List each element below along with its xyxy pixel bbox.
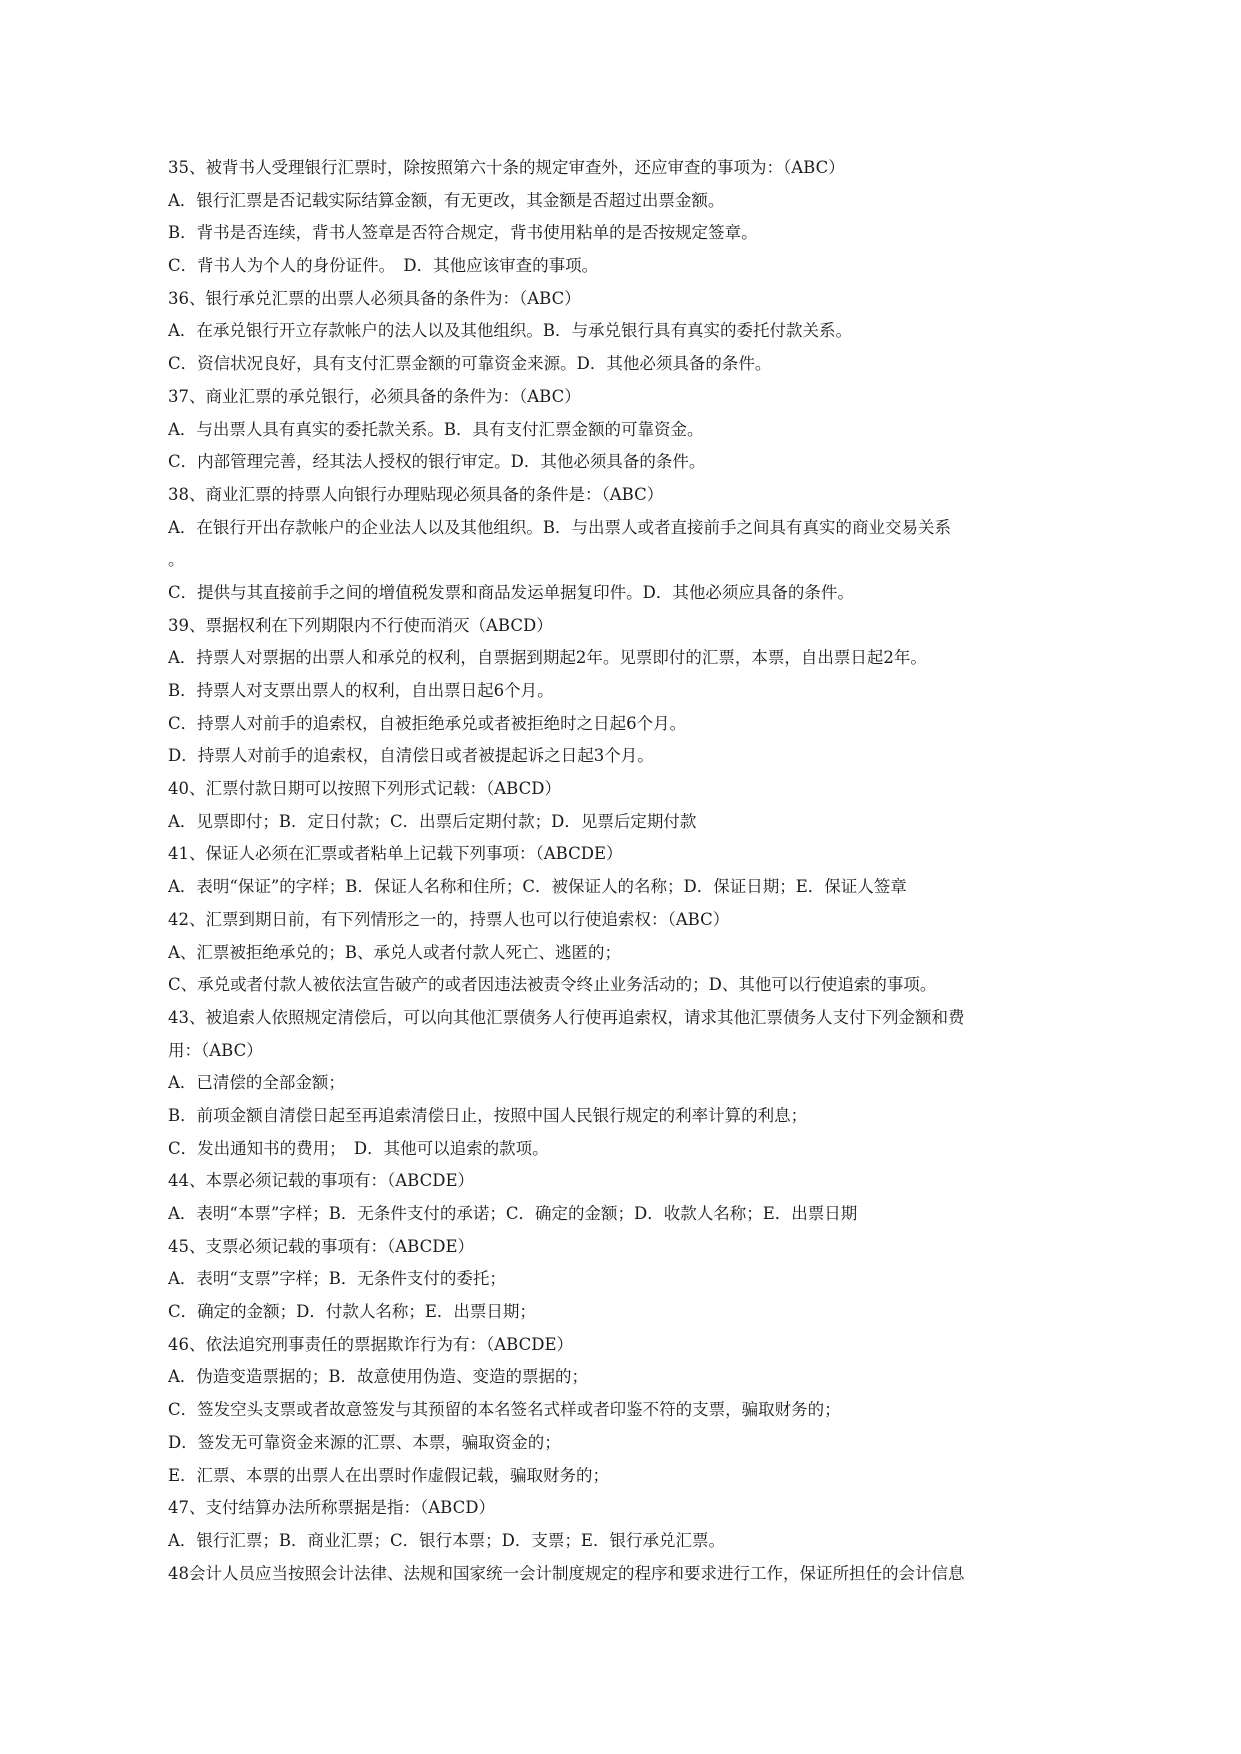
text-line: C．提供与其直接前手之间的增值税发票和商品发运单据复印件。D．其他必须应具备的条件。 (168, 582, 854, 602)
text-line: C．资信状况良好，具有支付汇票金额的可靠资金来源。D．其他必须具备的条件。 (168, 354, 772, 374)
text-line: B．前项金额自清偿日起至再追索清偿日止，按照中国人民银行规定的利率计算的利息； (168, 1105, 808, 1125)
text-line: 37、商业汇票的承兑银行，必须具备的条件为：（ABC） (168, 386, 581, 406)
text-line: C．确定的金额；D．付款人名称；E．出票日期； (168, 1302, 536, 1322)
text-line: C．持票人对前手的追索权，自被拒绝承兑或者被拒绝时之日起6个月。 (168, 713, 687, 733)
text-line: A．银行汇票；B．商业汇票；C．银行本票；D．支票；E．银行承兑汇票。 (168, 1530, 725, 1550)
text-line: D．持票人对前手的追索权，自清偿日或者被提起诉之日起3个月。 (168, 746, 654, 766)
text-line: A．见票即付；B．定日付款；C．出票后定期付款；D．见票后定期付款 (168, 811, 697, 831)
text-line: E．汇票、本票的出票人在出票时作虚假记载，骗取财务的； (168, 1465, 610, 1485)
text-line: 。 (168, 550, 185, 570)
text-line: C、承兑或者付款人被依法宣告破产的或者因违法被责令终止业务活动的；D、其他可以行使追索的事项。 (168, 975, 937, 995)
text-line: 44、本票必须记载的事项有：（ABCDE） (168, 1171, 474, 1191)
text-line: A．银行汇票是否记载实际结算金额，有无更改，其金额是否超过出票金额。 (168, 190, 725, 210)
text-line: 47、支付结算办法所称票据是指：（ABCD） (168, 1498, 495, 1518)
text-line: 36、银行承兑汇票的出票人必须具备的条件为：（ABC） (168, 288, 581, 308)
text-line: B．背书是否连续，背书人签章是否符合规定，背书使用粘单的是否按规定签章。 (168, 223, 758, 243)
text-line: A．已清偿的全部金额； (168, 1073, 345, 1093)
document-body (168, 152, 1080, 1590)
text-line: C．内部管理完善，经其法人授权的银行审定。D．其他必须具备的条件。 (168, 452, 706, 472)
text-line: C．背书人为个人的身份证件。 D．其他应该审查的事项。 (168, 256, 599, 276)
text-line: 35、被背书人受理银行汇票时，除按照第六十条的规定审查外，还应审查的事项为：（ABC） (168, 158, 845, 177)
text-line: 46、依法追究刑事责任的票据欺诈行为有：（ABCDE） (168, 1334, 573, 1354)
text-line: 用：（ABC） (168, 1040, 263, 1060)
text-line: 40、汇票付款日期可以按照下列形式记载：（ABCD） (168, 779, 561, 799)
text-line: A．与出票人具有真实的委托款关系。B．具有支付汇票金额的可靠资金。 (168, 419, 704, 439)
text-line: A．表明“本票”字样；B．无条件支付的承诺；C．确定的金额；D．收款人名称；E．出票日期 (168, 1204, 858, 1223)
text-line: 41、保证人必须在汇票或者粘单上记载下列事项：（ABCDE） (168, 844, 623, 864)
text-line: 42、汇票到期日前，有下列情形之一的，持票人也可以行使追索权：（ABC） (168, 909, 730, 929)
text-line: 48会计人员应当按照会计法律、法规和国家统一会计制度规定的程序和要求进行工作，保证所担任的会计信息 (168, 1563, 965, 1583)
text-line: B．持票人对支票出票人的权利，自出票日起6个月。 (168, 681, 554, 700)
text-line: A．在承兑银行开立存款帐户的法人以及其他组织。B．与承兑银行具有真实的委托付款关系。 (168, 321, 853, 341)
text-line: 45、支票必须记载的事项有：（ABCDE） (168, 1236, 474, 1256)
text-line: A．表明“支票”字样；B．无条件支付的委托； (168, 1269, 506, 1289)
text-line: 43、被追索人依照规定清偿后，可以向其他汇票债务人行使再追索权，请求其他汇票债务人支付下列金额和费 (168, 1007, 965, 1027)
text-line: A．表明“保证”的字样；B．保证人名称和住所；C．被保证人的名称；D．保证日期；E．保证人签章 (168, 877, 907, 897)
text-line: 38、商业汇票的持票人向银行办理贴现必须具备的条件是：（ABC） (168, 484, 664, 504)
text-line: A．在银行开出存款帐户的企业法人以及其他组织。B．与出票人或者直接前手之间具有真实的商业交易关系 (168, 517, 952, 537)
text-line: C．签发空头支票或者故意签发与其预留的本名签名式样或者印鉴不符的支票，骗取财务的； (168, 1400, 841, 1420)
text-line: A．持票人对票据的出票人和承兑的权利，自票据到期起2年。见票即付的汇票，本票，自出票日起2年。 (168, 648, 927, 668)
text-line: C．发出通知书的费用； D．其他可以追索的款项。 (168, 1138, 549, 1158)
text-line: A．伪造变造票据的；B．故意使用伪造、变造的票据的； (168, 1367, 589, 1387)
text-line: D．签发无可靠资金来源的汇票、本票，骗取资金的； (168, 1432, 561, 1452)
text-line: A、汇票被拒绝承兑的；B、承兑人或者付款人死亡、逃匿的； (168, 942, 622, 962)
text-line: 39、票据权利在下列期限内不行使而消灭（ABCD） (168, 615, 553, 635)
